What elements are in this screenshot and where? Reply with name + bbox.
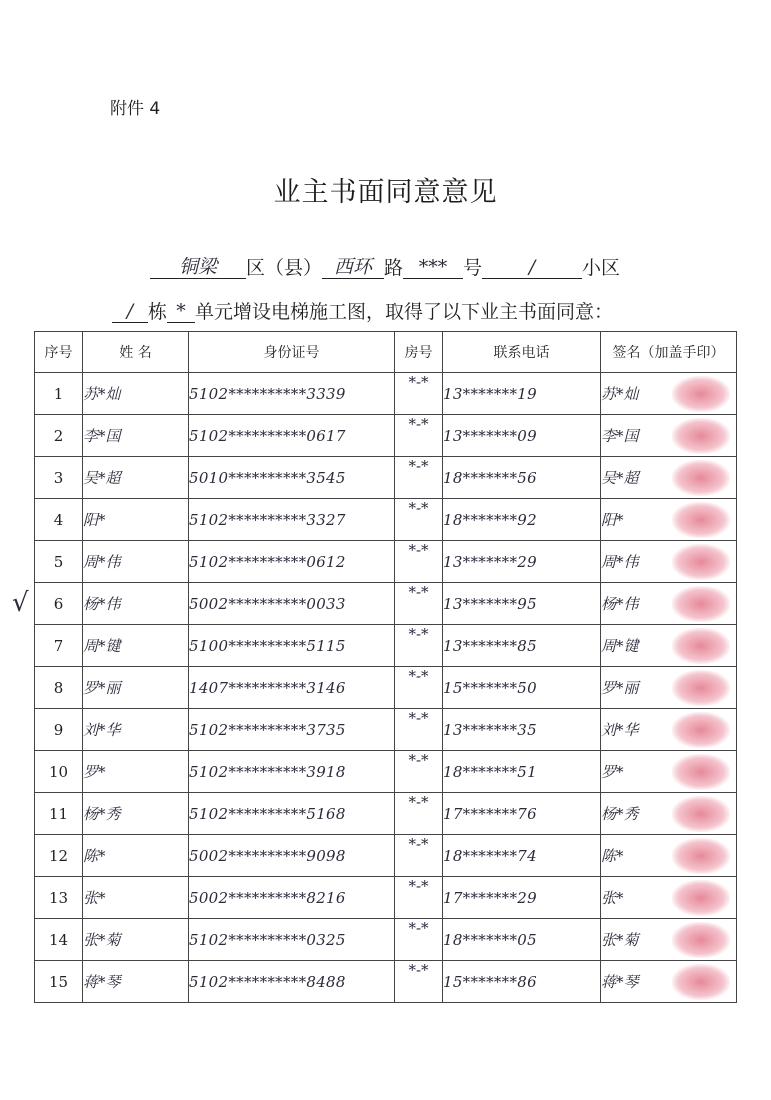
table-row — [35, 415, 737, 457]
fingerprint-mark — [672, 670, 730, 706]
row-number: 8 — [35, 667, 83, 709]
id-number: 5100**********5115 — [189, 625, 395, 667]
address-line — [150, 256, 620, 279]
signature-text: 罗* — [601, 763, 624, 781]
owner-name: 阳* — [83, 499, 189, 541]
id-number: 5102**********3735 — [189, 709, 395, 751]
table-row — [35, 835, 737, 877]
fingerprint-mark — [672, 376, 730, 412]
phone-number: 13*******29 — [443, 541, 601, 583]
signature-cell — [601, 583, 737, 625]
fingerprint-mark — [672, 964, 730, 1000]
building-label: 栋 — [148, 301, 168, 323]
table-row — [35, 373, 737, 415]
phone-number: 13*******85 — [443, 625, 601, 667]
phone-number: 18*******51 — [443, 751, 601, 793]
row-number: 13 — [35, 877, 83, 919]
signature-cell — [601, 919, 737, 961]
signature-text: 陈* — [601, 847, 624, 865]
signature-cell — [601, 709, 737, 751]
table-row — [35, 919, 737, 961]
fingerprint-mark — [672, 754, 730, 790]
room-number: *-* — [395, 457, 443, 499]
road-value: 西环 — [322, 256, 384, 279]
room-number: *-* — [395, 625, 443, 667]
id-number: 5102**********3339 — [189, 373, 395, 415]
row-number: 12 — [35, 835, 83, 877]
table-row — [35, 961, 737, 1003]
id-number: 5002**********9098 — [189, 835, 395, 877]
phone-number: 13*******19 — [443, 373, 601, 415]
header-no: 序号 — [35, 332, 83, 373]
room-number: *-* — [395, 961, 443, 1003]
id-number: 5102**********8488 — [189, 961, 395, 1003]
table-row — [35, 793, 737, 835]
table-row — [35, 877, 737, 919]
row-number: 7 — [35, 625, 83, 667]
owner-name: 李*国 — [83, 415, 189, 457]
owner-name: 罗* — [83, 751, 189, 793]
row-number: 4 — [35, 499, 83, 541]
page-title: 业主书面同意意见 — [273, 177, 498, 208]
header-name: 姓 名 — [83, 332, 189, 373]
fingerprint-mark — [672, 838, 730, 874]
table-row — [35, 583, 737, 625]
fingerprint-mark — [672, 880, 730, 916]
attachment-label: 附件 4 — [110, 99, 161, 119]
room-number: *-* — [395, 877, 443, 919]
header-id: 身份证号 — [189, 332, 395, 373]
room-number: *-* — [395, 541, 443, 583]
id-number: 5102**********5168 — [189, 793, 395, 835]
signature-text: 张*菊 — [601, 931, 639, 949]
phone-number: 13*******95 — [443, 583, 601, 625]
owner-name: 杨*秀 — [83, 793, 189, 835]
check-mark: √ — [12, 588, 29, 618]
room-number: *-* — [395, 583, 443, 625]
owner-name: 杨*伟 — [83, 583, 189, 625]
phone-number: 17*******76 — [443, 793, 601, 835]
table-row — [35, 667, 737, 709]
signature-text: 周*伟 — [601, 553, 639, 571]
district-value: 铜梁 — [150, 256, 246, 279]
signature-cell — [601, 415, 737, 457]
header-signature: 签名（加盖手印） — [601, 332, 737, 373]
room-number: *-* — [395, 373, 443, 415]
signature-cell — [601, 961, 737, 1003]
id-number: 5102**********0325 — [189, 919, 395, 961]
owner-name: 张* — [83, 877, 189, 919]
room-number: *-* — [395, 793, 443, 835]
number-value: *** — [403, 256, 463, 279]
owner-name: 张*菊 — [83, 919, 189, 961]
row-number: 9 — [35, 709, 83, 751]
fingerprint-mark — [672, 418, 730, 454]
id-number: 5102**********3918 — [189, 751, 395, 793]
owner-name: 刘*华 — [83, 709, 189, 751]
signature-cell — [601, 751, 737, 793]
signature-cell — [601, 457, 737, 499]
phone-number: 18*******74 — [443, 835, 601, 877]
header-room: 房号 — [395, 332, 443, 373]
phone-number: 13*******09 — [443, 415, 601, 457]
room-number: *-* — [395, 835, 443, 877]
fingerprint-mark — [672, 922, 730, 958]
row-number: 14 — [35, 919, 83, 961]
signature-text: 杨*秀 — [601, 805, 639, 823]
signature-text: 蒋*琴 — [601, 973, 639, 991]
fingerprint-mark — [672, 544, 730, 580]
id-number: 5002**********0033 — [189, 583, 395, 625]
signature-text: 周*键 — [601, 637, 639, 655]
table-header-row — [35, 332, 737, 373]
building-line — [112, 300, 613, 323]
phone-number: 15*******50 — [443, 667, 601, 709]
phone-number: 13*******35 — [443, 709, 601, 751]
number-label: 号 — [463, 257, 483, 279]
row-number: 6 — [35, 583, 83, 625]
row-number: 15 — [35, 961, 83, 1003]
owners-consent-table — [34, 331, 737, 1003]
unit-value: * — [167, 300, 195, 323]
signature-text: 刘*华 — [601, 721, 639, 739]
signature-cell — [601, 667, 737, 709]
signature-cell — [601, 373, 737, 415]
room-number: *-* — [395, 499, 443, 541]
owner-name: 苏*灿 — [83, 373, 189, 415]
id-number: 5102**********0617 — [189, 415, 395, 457]
signature-text: 苏*灿 — [601, 385, 639, 403]
signature-cell — [601, 499, 737, 541]
fingerprint-mark — [672, 586, 730, 622]
row-number: 3 — [35, 457, 83, 499]
table-row — [35, 709, 737, 751]
owner-name: 吴*超 — [83, 457, 189, 499]
fingerprint-mark — [672, 460, 730, 496]
owner-name: 罗*丽 — [83, 667, 189, 709]
owner-name: 蒋*琴 — [83, 961, 189, 1003]
phone-number: 18*******92 — [443, 499, 601, 541]
header-phone: 联系电话 — [443, 332, 601, 373]
row-number: 2 — [35, 415, 83, 457]
room-number: *-* — [395, 415, 443, 457]
table-row — [35, 541, 737, 583]
community-value: / — [482, 256, 582, 279]
phone-number: 18*******05 — [443, 919, 601, 961]
id-number: 5102**********3327 — [189, 499, 395, 541]
fingerprint-mark — [672, 502, 730, 538]
fingerprint-mark — [672, 712, 730, 748]
room-number: *-* — [395, 751, 443, 793]
phone-number: 17*******29 — [443, 877, 601, 919]
community-label: 小区 — [582, 257, 621, 279]
signature-text: 罗*丽 — [601, 679, 639, 697]
owner-name: 周*键 — [83, 625, 189, 667]
signature-cell — [601, 877, 737, 919]
signature-cell — [601, 625, 737, 667]
owner-name: 陈* — [83, 835, 189, 877]
signature-text: 张* — [601, 889, 624, 907]
row-number: 10 — [35, 751, 83, 793]
signature-text: 李*国 — [601, 427, 639, 445]
road-label: 路 — [384, 257, 404, 279]
id-number: 1407**********3146 — [189, 667, 395, 709]
signature-cell — [601, 793, 737, 835]
signature-text: 杨*伟 — [601, 595, 639, 613]
signature-cell — [601, 835, 737, 877]
id-number: 5002**********8216 — [189, 877, 395, 919]
row-number: 11 — [35, 793, 83, 835]
table-row — [35, 499, 737, 541]
phone-number: 15*******86 — [443, 961, 601, 1003]
row-number: 5 — [35, 541, 83, 583]
building-value: / — [112, 300, 148, 323]
signature-text: 阳* — [601, 511, 624, 529]
room-number: *-* — [395, 919, 443, 961]
signature-text: 吴*超 — [601, 469, 639, 487]
table-row — [35, 457, 737, 499]
table-row — [35, 625, 737, 667]
id-number: 5010**********3545 — [189, 457, 395, 499]
fingerprint-mark — [672, 628, 730, 664]
unit-suffix: 单元增设电梯施工图，取得了以下业主书面同意： — [195, 301, 614, 323]
id-number: 5102**********0612 — [189, 541, 395, 583]
row-number: 1 — [35, 373, 83, 415]
phone-number: 18*******56 — [443, 457, 601, 499]
room-number: *-* — [395, 709, 443, 751]
district-label: 区（县） — [246, 257, 323, 279]
table-row — [35, 751, 737, 793]
fingerprint-mark — [672, 796, 730, 832]
signature-cell — [601, 541, 737, 583]
room-number: *-* — [395, 667, 443, 709]
owner-name: 周*伟 — [83, 541, 189, 583]
